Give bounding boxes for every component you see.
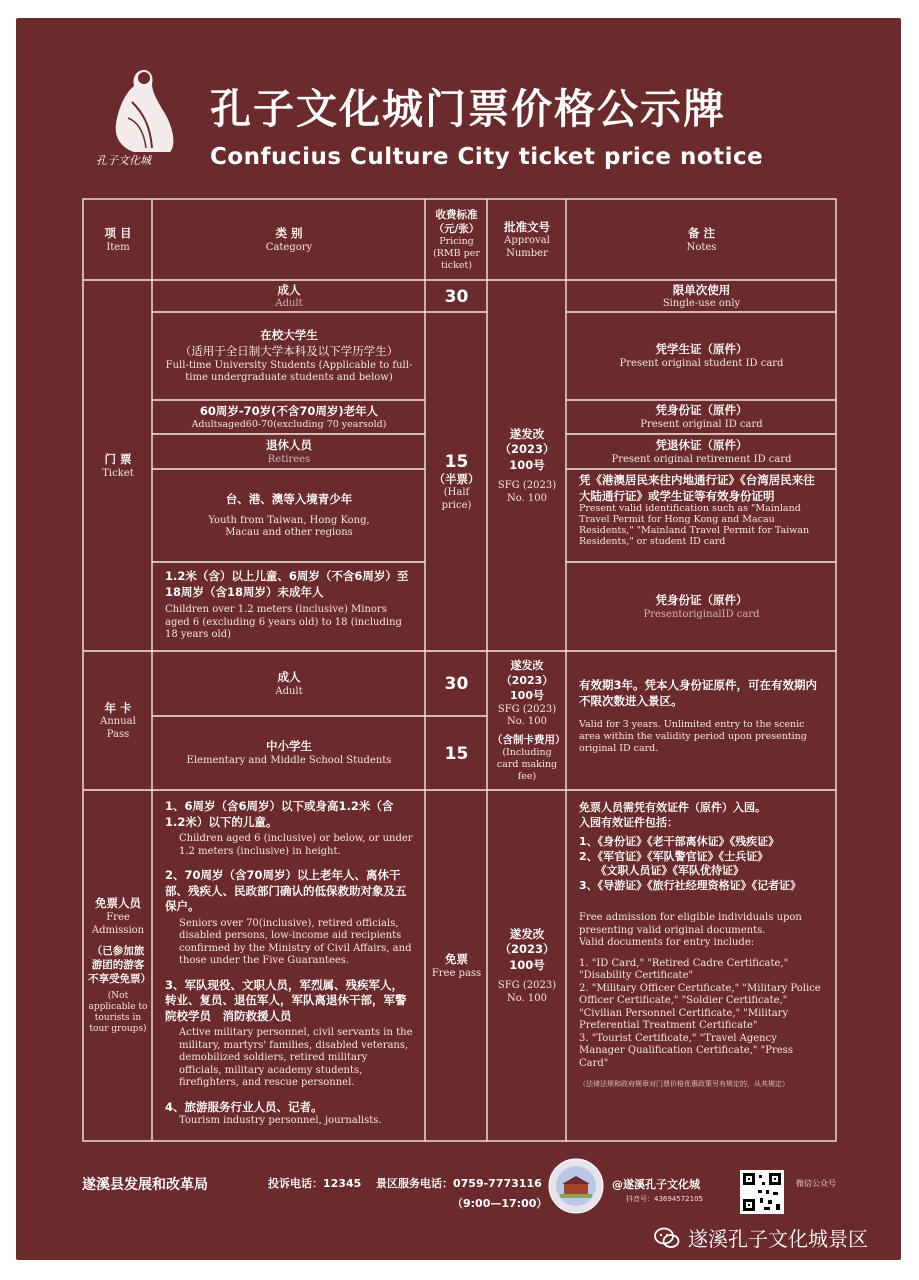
pricing-cn: 收费标准（元/张） [433,209,480,236]
logo-text: 孔子文化城 [96,154,151,167]
free-item-cell [84,791,152,1141]
note-cn: 凭身份证（原件） [655,403,748,418]
free-approval-en: SFG (2023) No. 100 [497,980,557,1004]
notes-en: Notes [686,241,717,253]
annual-approval-en-sub: (Including card making fee) [496,747,558,782]
category-en: Adultsaged60-70(excluding 70 yearsold) [191,419,387,431]
free-category-cn: 3、军队现役、文职人员，军烈属、残疾军人，转业、复员、退伍军人，军队离退休干部，军警院校学员 消防救援人员 [165,977,407,1023]
annual-note-cell [567,652,836,790]
column-header-pricing [426,200,487,280]
annual-note-cn: 有效期3年。凭本人身份证原件，可在有效期内不限次数进入景区。 [579,678,817,708]
ticket-note-retirees [567,435,836,469]
free-note-en: 1. "ID Card," "Retired Cadre Certificate," "Disability Certificate" [579,957,789,982]
category-cn: 1.2米（含）以上儿童、6周岁（不含6周岁）至18周岁（含18周岁）未成年人 [165,569,409,599]
note-cn: 凭退休证（原件） [655,437,748,452]
category-cn-sub: （适用于全日制大学本科及以下学历学生） [179,344,399,358]
approval-cn: 批准文号 [504,219,550,234]
category-en: Adult [275,298,303,310]
annual-approval-cell [488,652,566,790]
free-note-cn: 免票人员需凭有效证件（原件）入园。 [579,801,766,814]
free-note-en: Free admission for eligible individuals upon presenting valid original documents. [579,912,802,936]
ticket-item-en: Ticket [102,467,134,479]
category-cn: 60周岁-70岁(不含70周岁)老年人 [199,403,379,418]
free-note-cell [567,791,836,1141]
douyin-id: 抖音号：43694572105 [626,1195,703,1203]
free-category-en: Tourism industry personnel, journalists. [179,1115,382,1127]
note-en: Present original ID card [640,419,763,430]
ticket-note-children [567,563,836,651]
free-item-cn: 免票人员 [95,896,141,911]
category-en: Full-time University Students (Applicable to full-time undergraduate students and below) [165,359,413,384]
annual-approval-cn: 遂发改（2023）100号 [500,659,554,703]
note-en: PresentoriginalID card [643,608,760,620]
approval-en: Approval Number [504,235,550,259]
free-note-cn: 3、《导游证》《旅行社经理资格证》《记者证》 [579,879,802,893]
category-cn: 台、港、澳等入境青少年 [225,492,353,507]
note-cn: 凭身份证（原件） [655,592,748,607]
free-category-item [165,799,413,858]
note-cn: 凭《港澳居民来往内地通行证》《台湾居民来往大陆通行证》或学生证等有效身份证明 [579,473,815,503]
free-category-cn: 1、6周岁（含6周岁）以下或身高1.2米（含1.2米）以下的儿童。 [165,799,394,829]
free-category-cn: 4、旅游服务行业人员、记者。 [165,1099,323,1114]
category-en: Retirees [267,453,311,465]
annual-adult-price [426,652,487,716]
free-note-en: Valid documents for entry include: [579,937,755,949]
item-en: Item [106,241,130,253]
note-en: Present valid identification such as "Mainland Travel Permit for Hong Kong and Macau Residents," "Mainland Travel Permit for Taiwan Residents," or student ID card [579,503,810,547]
ticket-item-cn: 门 票 [104,451,132,466]
category-cn: 退休人员 [266,437,312,452]
free-note-cn: 1、《身份证》《老干部离休证》《残疾证》 [579,834,780,848]
free-item-en-sub: (Not applicable to tourists in tour groups) [88,990,148,1035]
note-cn: 凭学生证（原件） [655,342,748,357]
ticket-approval-cell [488,281,566,651]
free-approval-cell [488,791,566,1141]
category-en: Adult [275,685,303,697]
ticket-category-youth [153,470,425,562]
category-en: Children over 1.2 meters (inclusive) Minors aged 6 (excluding 6 years old) to 18 (including 18 years old) [165,604,402,641]
ticket-approval-cn: 遂发改（2023）100号 [499,426,555,472]
column-header-item [84,200,152,280]
wechat-icon [654,1227,680,1249]
annual-note-en: Valid for 3 years. Unlimited entry to the scenic area within the validity period upon presenting original ID card. [579,719,807,754]
free-category-en: Seniors over 70(inclusive), retired officials, disabled persons, low-income aid recipients confirmed by the Ministry of Civil Affairs, and those under the Five Guarantees. [179,917,412,967]
free-price-en: Free pass [431,967,482,979]
notes-cn: 备 注 [687,225,715,240]
free-category-cn: 2、70周岁（含70周岁）以上老年人、离休干部、残疾人、民政部门确认的低保救助对象及五保户。 [165,868,407,914]
free-item-en: Free Admission [91,912,145,936]
ticket-note-adult [567,281,836,312]
ticket-category-seniors [153,401,425,434]
category-cn: 在校大学生 [260,328,318,343]
price-value: 30 [444,286,469,307]
social-account: @遂溪孔子文化城 [612,1178,700,1191]
note-en: Present original student ID card [619,358,784,369]
annual-item-cn: 年 卡 [104,700,132,715]
free-price-cell [426,791,487,1141]
free-category-en: Active military personnel, civil servants in the military, martyrs' families, disabled veterans, demobilized soldiers, retired military officials, military academy students, firefighters, and rescue personnel. [179,1027,413,1089]
complaint-phone: 投诉电话：12345 [268,1177,362,1190]
scenic-badge-icon [548,1158,604,1214]
ticket-note-university [567,313,836,400]
column-header-approval [488,200,566,280]
free-note-cn: 2、《军官证》《军队警官证》《士兵证》 [579,849,769,863]
note-en: Present original retirement ID card [611,453,792,465]
ticket-note-seniors [567,401,836,434]
category-en: Elementary and Middle School Students [186,755,392,766]
item-cn: 项 目 [104,225,132,240]
half-price-cn: （半票） [433,471,480,486]
category-cn: 成人 [277,282,301,297]
ticket-adult-price [426,281,487,312]
price-value: 15 [444,743,469,764]
free-category-list [153,791,425,1141]
ticket-category-adult [153,281,425,312]
free-note-footnote: （法律法规和政府规章对门票价格优惠政策另有规定的，从其规定） [579,1080,789,1089]
logo-icon [92,62,192,174]
annual-student-price [426,717,487,790]
free-approval-cn: 遂发改（2023）100号 [499,926,555,972]
free-note-en: 3. "Tourist Certificate," "Travel Agency Manager Qualification Certificate," "Press Card" [579,1032,793,1069]
watermark [654,1223,868,1252]
category-en: Category [265,241,313,253]
free-price-cn: 免票 [445,951,468,966]
watermark-text: 遂溪孔子文化城景区 [688,1227,868,1251]
annual-category-adult [153,652,425,716]
service-hours: （9:00—17:00） [452,1197,548,1210]
ticket-category-children [153,563,425,651]
pricing-en: Pricing (RMB per ticket) [433,236,480,272]
category-cn: 中小学生 [266,739,312,754]
column-header-category [153,200,425,280]
free-note-cn: 《文职人员证》《军队优待证》 [579,864,744,878]
ticket-half-price [426,313,487,651]
note-cn: 限单次使用 [672,282,731,297]
service-phone: 景区服务电话：0759-7773116 [376,1177,542,1190]
free-note-en: 2. "Military Officer Certificate," "Military Police Officer Certificate," "Soldier Certificate," "Civilian Personnel Certificate," "Military Preferential Treatment Certificate" [579,982,821,1032]
annual-approval-cn-sub: （含制卡费用） [492,733,566,746]
annual-item-cell [84,652,152,790]
ticket-note-youth [567,470,836,562]
ticket-item-cell [84,281,152,651]
half-price-value: 15 [444,451,469,472]
ticket-approval-en: SFG (2023) No. 100 [497,480,557,504]
free-category-item [165,978,413,1090]
note-en: Single-use only [662,298,741,310]
annual-item-en: Annual Pass [100,716,136,740]
column-header-notes [567,200,836,280]
bureau-name: 遂溪县发展和改革局 [82,1177,208,1193]
free-item-cn-sub: （已参加旅游团的游客不享受免票） [88,945,151,986]
qr-code-icon [740,1170,784,1214]
free-category-item [165,868,413,968]
free-category-item [165,1100,382,1128]
ticket-category-retirees [153,435,425,469]
free-category-en: Children aged 6 (inclusive) or below, or under 1.2 meters (inclusive) in height. [179,833,413,857]
page-subtitle: Confucius Culture City ticket price notice [210,144,764,170]
annual-category-students [153,717,425,790]
ticket-category-university [153,313,425,400]
page-title: 孔子文化城门票价格公示牌 [210,85,726,133]
category-cn: 类 别 [275,225,303,240]
category-cn: 成人 [277,669,301,684]
wechat-label: 微信公众号 [796,1179,836,1188]
annual-approval-en: SFG (2023) No. 100 [497,703,557,728]
category-en: Youth from Taiwan, Hong Kong, Macau and other regions [208,514,370,539]
half-price-en: (Half price) [441,487,472,511]
price-value: 30 [444,674,469,694]
free-note-cn: 入园有效证件包括： [579,815,678,829]
